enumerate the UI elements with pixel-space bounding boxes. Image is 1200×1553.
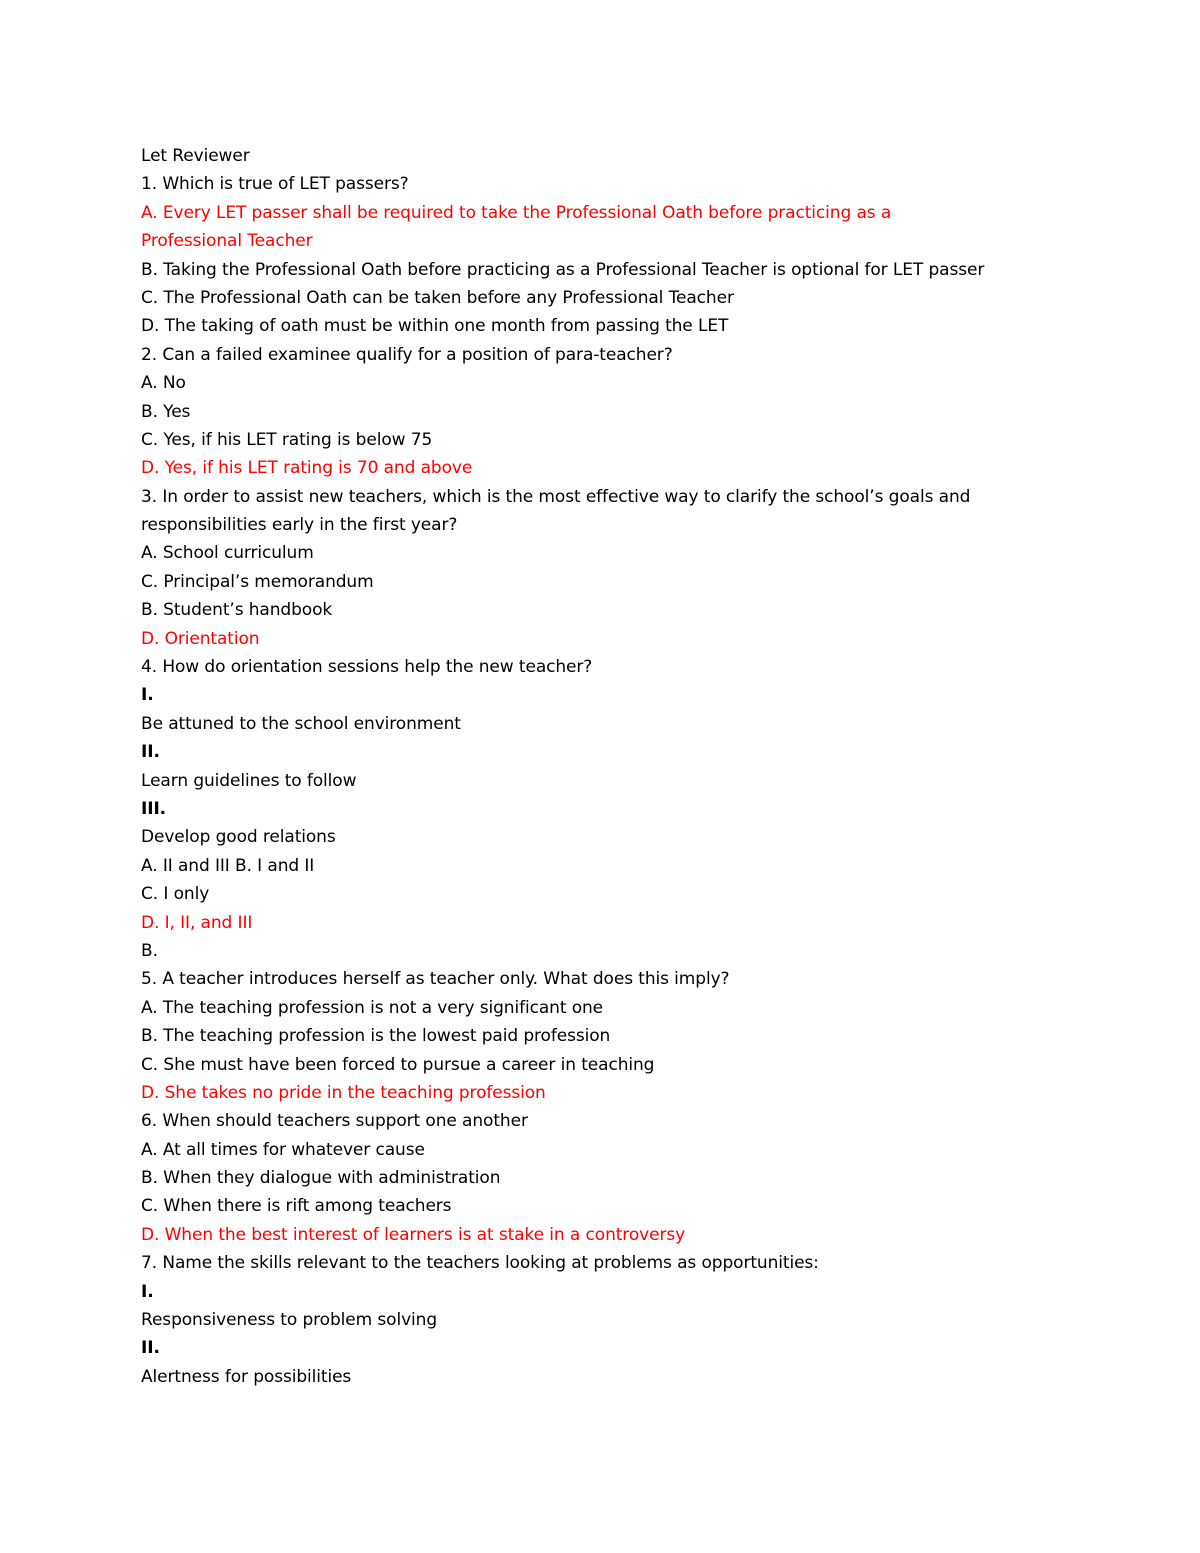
question-text: 7. Name the skills relevant to the teachers looking at problems as opportunities: bbox=[141, 1253, 819, 1274]
answer-option: A. No bbox=[141, 373, 186, 394]
text-line: Be attuned to the school environment bbox=[141, 713, 461, 734]
question-text: 6. When should teachers support one another bbox=[141, 1111, 528, 1132]
answer-option: C. I only bbox=[141, 884, 210, 905]
answer-option: D. The taking of oath must be within one month from passing the LET bbox=[141, 316, 729, 337]
roman-numeral-label: III. bbox=[141, 798, 167, 819]
correct-answer-option: A. Every LET passer shall be required to take the Professional Oath before practicing as a bbox=[141, 202, 892, 223]
answer-option: C. Principal’s memorandum bbox=[141, 571, 374, 592]
document-page bbox=[141, 142, 1141, 1391]
document-title: Let Reviewer bbox=[141, 146, 250, 166]
roman-numeral-label: I. bbox=[141, 685, 154, 706]
answer-option: C. The Professional Oath can be taken before any Professional Teacher bbox=[141, 287, 734, 308]
text-line: Develop good relations bbox=[141, 827, 336, 848]
correct-answer-option: D. She takes no pride in the teaching profession bbox=[141, 1082, 546, 1103]
question-text: 5. A teacher introduces herself as teacher only. What does this imply? bbox=[141, 969, 730, 990]
question-text: 2. Can a failed examinee qualify for a position of para-teacher? bbox=[141, 344, 673, 365]
text-line: Responsiveness to problem solving bbox=[141, 1310, 438, 1331]
roman-numeral-label: I. bbox=[141, 1281, 154, 1302]
question-text: 4. How do orientation sessions help the new teacher? bbox=[141, 657, 593, 678]
roman-numeral-label: II. bbox=[141, 742, 160, 763]
answer-option: B. The teaching profession is the lowest paid profession bbox=[141, 1026, 611, 1047]
correct-answer-option: D. Yes, if his LET rating is 70 and above bbox=[141, 458, 473, 479]
text-line: Learn guidelines to follow bbox=[141, 770, 357, 791]
answer-option: A. II and III B. I and II bbox=[141, 855, 315, 876]
correct-answer-option: D. Orientation bbox=[141, 628, 260, 649]
answer-option: B. Student’s handbook bbox=[141, 600, 333, 621]
answer-option: A. At all times for whatever cause bbox=[141, 1139, 425, 1160]
question-text: 3. In order to assist new teachers, which is the most effective way to clarify the school’s goals and bbox=[141, 486, 971, 507]
text-line: responsibilities early in the first year? bbox=[141, 515, 458, 536]
answer-option: B. Yes bbox=[141, 401, 191, 422]
answer-option: C. Yes, if his LET rating is below 75 bbox=[141, 429, 433, 450]
text-line: Alertness for possibilities bbox=[141, 1366, 352, 1387]
answer-option: A. The teaching profession is not a very significant one bbox=[141, 997, 604, 1018]
correct-answer-option: D. I, II, and III bbox=[141, 912, 253, 933]
answer-option: B. When they dialogue with administration bbox=[141, 1168, 501, 1189]
roman-numeral-label: II. bbox=[141, 1338, 160, 1359]
answer-option: A. School curriculum bbox=[141, 543, 314, 564]
answer-option: B. bbox=[141, 940, 158, 961]
question-text: 1. Which is true of LET passers? bbox=[141, 174, 409, 195]
correct-answer-option: Professional Teacher bbox=[141, 231, 313, 252]
correct-answer-option: D. When the best interest of learners is at stake in a controversy bbox=[141, 1224, 686, 1245]
answer-option: C. When there is rift among teachers bbox=[141, 1196, 452, 1217]
answer-option: C. She must have been forced to pursue a career in teaching bbox=[141, 1054, 655, 1075]
answer-option: B. Taking the Professional Oath before practicing as a Professional Teacher is optional for LET passer bbox=[141, 259, 985, 280]
